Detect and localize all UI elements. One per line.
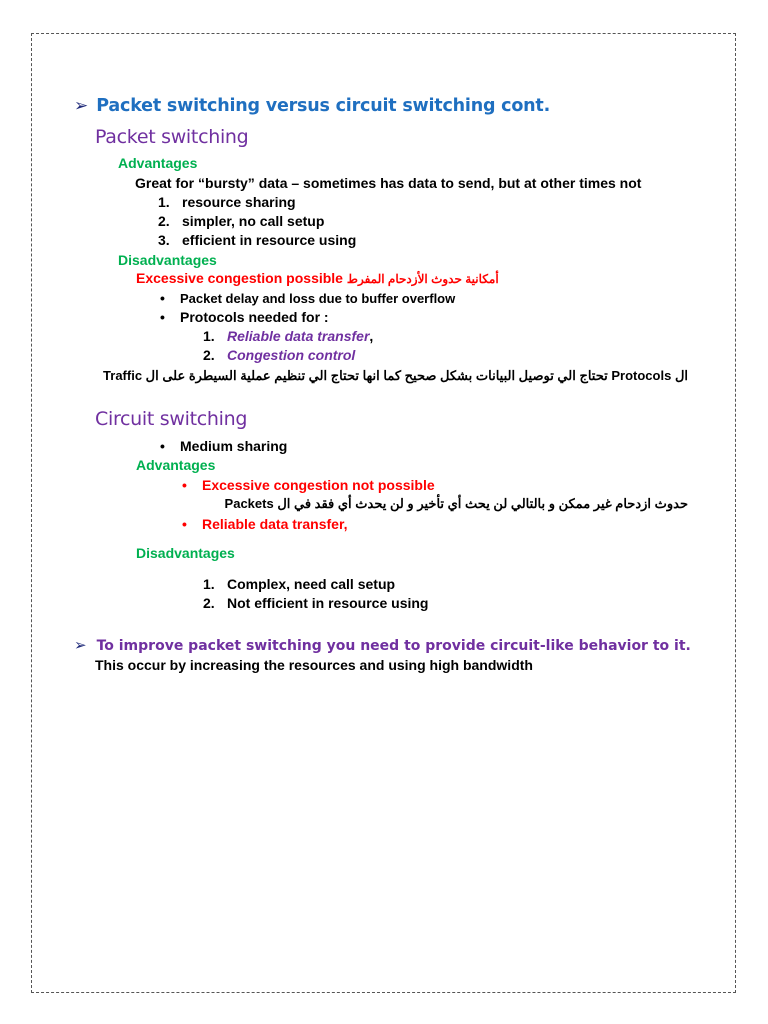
list-number: 3. [158,232,170,248]
circuit-switching-heading: Circuit switching [95,408,248,430]
arrow-bullet-icon: ➢ [74,96,89,116]
packet-advantages-label: Advantages [118,155,198,171]
packet-congestion-line [136,270,499,286]
protocol-text: Congestion control [227,347,356,363]
list-number: 1. [203,328,215,344]
circuit-arabic-note: حدوث ازدحام غير ممكن و بالتالي لن يحث أي تأخير و لن يحدث أي فقد في ال Packets [224,496,688,511]
bullet-icon: • [160,290,165,306]
list-number: 2. [158,213,170,229]
list-number: 1. [203,576,215,592]
improve-text: This occur by increasing the resources and using high bandwidth [95,657,533,673]
packet-disadvantages-label: Disadvantages [118,252,217,268]
packet-arabic-note: ال Protocols تحتاج الي توصيل البيانات بشكل صحيح كما انها تحتاج الي تنظيم عملية السيطرة على ال Traffic [103,368,688,383]
main-heading [74,96,550,116]
circuit-advantage-item [182,477,435,493]
protocol-suffix: , [369,328,374,344]
protocol-item [203,347,355,365]
packet-advantage-item [158,232,356,248]
packet-bullet-item [160,290,455,306]
list-item-text: Packet delay and loss due to buffer overflow [180,291,456,306]
list-item-text: Not efficient in resource using [227,595,429,611]
list-item-text: efficient in resource using [182,232,357,248]
packet-advantage-item [158,213,324,229]
congestion-ar: أمكانية حدوث الأزدحام المفرط [346,272,499,286]
list-item-text: Medium sharing [180,438,288,454]
congestion-en: Excessive congestion possible [136,270,343,286]
page-title: Packet switching versus circuit switching cont. [96,96,551,116]
bullet-icon: • [160,309,165,325]
bullet-icon: • [182,516,187,532]
packet-intro: Great for “bursty” data – sometimes has data to send, but at other times not [135,175,642,191]
bullet-icon: • [160,438,165,454]
protocol-item [203,328,373,346]
list-number: 1. [158,194,170,210]
list-item-text: Reliable data transfer, [202,516,348,532]
bullet-icon: • [182,477,187,493]
list-item-text: Excessive congestion not possible [202,477,435,493]
circuit-disadvantages-label: Disadvantages [136,545,235,561]
packet-bullet-item [160,309,329,325]
list-number: 2. [203,595,215,611]
packet-advantage-item [158,194,296,210]
circuit-disadvantage-item [203,595,428,611]
list-number: 2. [203,347,215,363]
list-item-text: simpler, no call setup [182,213,325,229]
circuit-disadvantage-item [203,576,395,592]
improve-heading [74,636,691,655]
circuit-advantage-item [182,516,348,532]
list-item-text: Complex, need call setup [227,576,396,592]
protocol-text: Reliable data transfer [227,328,370,344]
circuit-medium-item [160,438,287,454]
list-item-text: Protocols needed for : [180,309,329,325]
improve-heading-text: To improve packet switching you need to provide circuit-like behavior to it. [96,638,691,654]
list-item-text: resource sharing [182,194,296,210]
packet-switching-heading: Packet switching [95,126,249,148]
arrow-bullet-icon: ➢ [74,636,87,654]
circuit-advantages-label: Advantages [136,457,216,473]
